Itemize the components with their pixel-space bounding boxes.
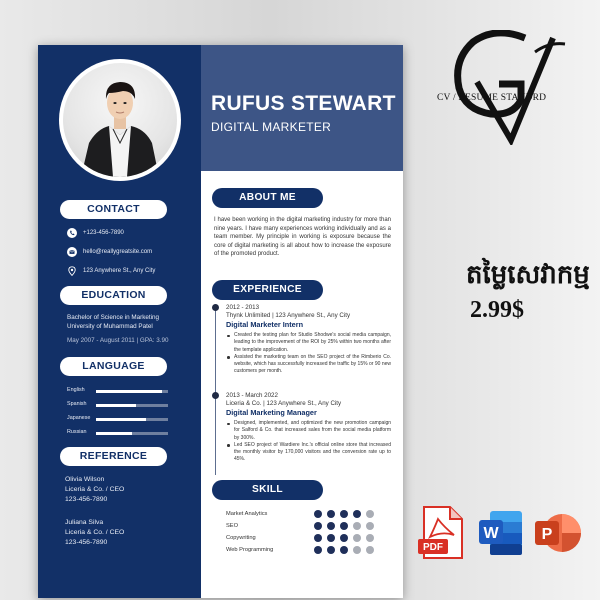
job-title: Digital Marketer Intern: [226, 320, 304, 329]
job-bullet: Led SEO project of Wardiere Inc.'s official online store that increased the monthly visitor by 170,000 visitors and the conversion rate up to 45%.: [226, 442, 391, 464]
language-heading: LANGUAGE: [60, 357, 167, 376]
job-date: 2012 - 2013: [226, 304, 260, 311]
email-icon: [67, 247, 77, 257]
resume-role: DIGITAL MARKETER: [211, 120, 332, 134]
language-row: [67, 415, 169, 423]
reference-company: Liceria & Co. / CEO: [65, 529, 125, 536]
contact-phone-row: [67, 228, 124, 238]
skill-dot-filled: [314, 510, 322, 518]
skill-dot-filled: [314, 522, 322, 530]
language-row: [67, 401, 169, 409]
language-level-bar: [96, 432, 168, 435]
skill-row: [226, 546, 386, 556]
education-school: University of Muhammad Patel: [67, 323, 153, 330]
reference-phone: 123-456-7890: [65, 496, 108, 503]
price-value: 2.99$: [470, 297, 524, 323]
skill-dot-empty: [366, 522, 374, 530]
skill-row: [226, 534, 386, 544]
skill-dot-filled: [340, 522, 348, 530]
language-row: [67, 429, 169, 437]
brand-text: CV / RESUME STANDRD: [437, 93, 547, 103]
skill-row: [226, 522, 386, 532]
about-heading: ABOUT ME: [212, 188, 323, 208]
job-bullet: Designed, implemented, and optimized the new promotion campaign for Salford & Co. that increased sales from the social media platform by 300%.: [226, 420, 391, 442]
powerpoint-label: P: [541, 526, 553, 543]
language-level-fill: [96, 390, 162, 393]
skill-row: [226, 510, 386, 520]
skill-dot-filled: [340, 534, 348, 542]
skill-dot-empty: [366, 534, 374, 542]
resume-sidebar: [38, 45, 201, 598]
language-row: [67, 387, 169, 395]
reference-1: [65, 475, 124, 505]
job-company: Thynk Unlimited | 123 Anywhere St., Any City: [226, 312, 351, 319]
skill-dot-filled: [340, 510, 348, 518]
contact-email: hello@reallygreatsite.com: [83, 249, 153, 255]
skill-dot-empty: [366, 510, 374, 518]
reference-heading: REFERENCE: [60, 447, 167, 466]
skill-dot-empty: [353, 546, 361, 554]
job-company: Liceria & Co. | 123 Anywhere St., Any City: [226, 400, 342, 407]
language-level-fill: [96, 432, 132, 435]
skill-rating: [314, 510, 374, 518]
skill-dot-filled: [327, 546, 335, 554]
skill-dot-filled: [327, 534, 335, 542]
contact-address: 123 Anywhere St., Any City: [83, 268, 156, 274]
reference-2: [65, 518, 124, 548]
language-level-bar: [96, 418, 168, 421]
job-bullet: Created the testing plan for Studio Shodwe's social media campaign, leading to the improvement of the ROI by 25% within two months after the template application.: [226, 332, 391, 354]
resume-template-preview: [38, 45, 403, 598]
powerpoint-file-icon: [532, 505, 582, 560]
experience-timeline: [215, 307, 216, 475]
language-name: Russian: [67, 429, 87, 435]
skill-dot-filled: [314, 534, 322, 542]
pdf-file-icon: [416, 505, 466, 560]
phone-icon: [67, 228, 77, 238]
reference-name: Juliana Silva: [65, 519, 104, 526]
education-period: May 2007 - August 2011 | GPA: 3.90: [67, 337, 169, 344]
language-name: Spanish: [67, 401, 87, 407]
skill-name: Web Programming: [226, 547, 274, 553]
timeline-dot: [212, 392, 219, 399]
experience-item-2: [226, 392, 391, 464]
contact-heading: CONTACT: [60, 200, 167, 219]
language-level-fill: [96, 404, 136, 407]
skill-dot-empty: [353, 534, 361, 542]
skill-dot-filled: [314, 546, 322, 554]
language-level-bar: [96, 404, 168, 407]
profile-photo: [59, 59, 181, 181]
word-label: W: [483, 525, 499, 542]
skill-heading: SKILL: [212, 480, 323, 500]
reference-company: Liceria & Co. / CEO: [65, 486, 125, 493]
skill-name: Market Analytics: [226, 511, 268, 517]
location-pin-icon: [67, 266, 77, 276]
resume-header: [201, 45, 403, 171]
job-date: 2013 - March 2022: [226, 392, 278, 399]
skill-rating: [314, 546, 374, 554]
language-name: English: [67, 387, 85, 393]
reference-name: Olivia Wilson: [65, 476, 105, 483]
about-text: I have been working in the digital marketing industry for more than nine years. I have many experiences working individually and as a team member. My principle in working is exposure because the core of digital marketing is all about how to increase the exposure of the promoted product.: [214, 217, 391, 257]
skill-rating: [314, 522, 374, 530]
education-degree: Bachelor of Science in Marketing: [67, 314, 160, 321]
skill-dot-filled: [340, 546, 348, 554]
person-portrait-icon: [63, 63, 177, 177]
reference-phone: 123-456-7890: [65, 539, 108, 546]
language-level-bar: [96, 390, 168, 393]
contact-address-row: [67, 266, 155, 276]
job-title: Digital Marketing Manager: [226, 408, 317, 417]
contact-email-row: [67, 247, 152, 257]
cv-brand-logo: [425, 30, 575, 145]
resume-name: RUFUS STEWART: [211, 92, 396, 115]
education-heading: EDUCATION: [60, 286, 167, 305]
language-name: Japanese: [67, 415, 91, 421]
price-label: តម្លៃសេវាកម្ម: [466, 260, 590, 290]
timeline-dot: [212, 304, 219, 311]
skill-rating: [314, 534, 374, 542]
skill-dot-empty: [366, 546, 374, 554]
skill-dot-filled: [353, 510, 361, 518]
language-level-fill: [96, 418, 146, 421]
job-bullet: Assisted the marketing team on the SEO project of the Rimberio Co. website, which has successfully increased the traffic by 15% or 90 new customers per month.: [226, 354, 391, 376]
experience-heading: EXPERIENCE: [212, 280, 323, 300]
skill-dot-filled: [327, 522, 335, 530]
skill-dot-filled: [327, 510, 335, 518]
skill-name: Copywriting: [226, 535, 256, 541]
contact-phone: +123-456-7890: [83, 230, 124, 236]
skill-dot-empty: [353, 522, 361, 530]
skill-name: SEO: [226, 523, 239, 529]
word-file-icon: [476, 505, 526, 560]
pdf-label: PDF: [423, 542, 443, 553]
experience-item-1: [226, 304, 391, 376]
